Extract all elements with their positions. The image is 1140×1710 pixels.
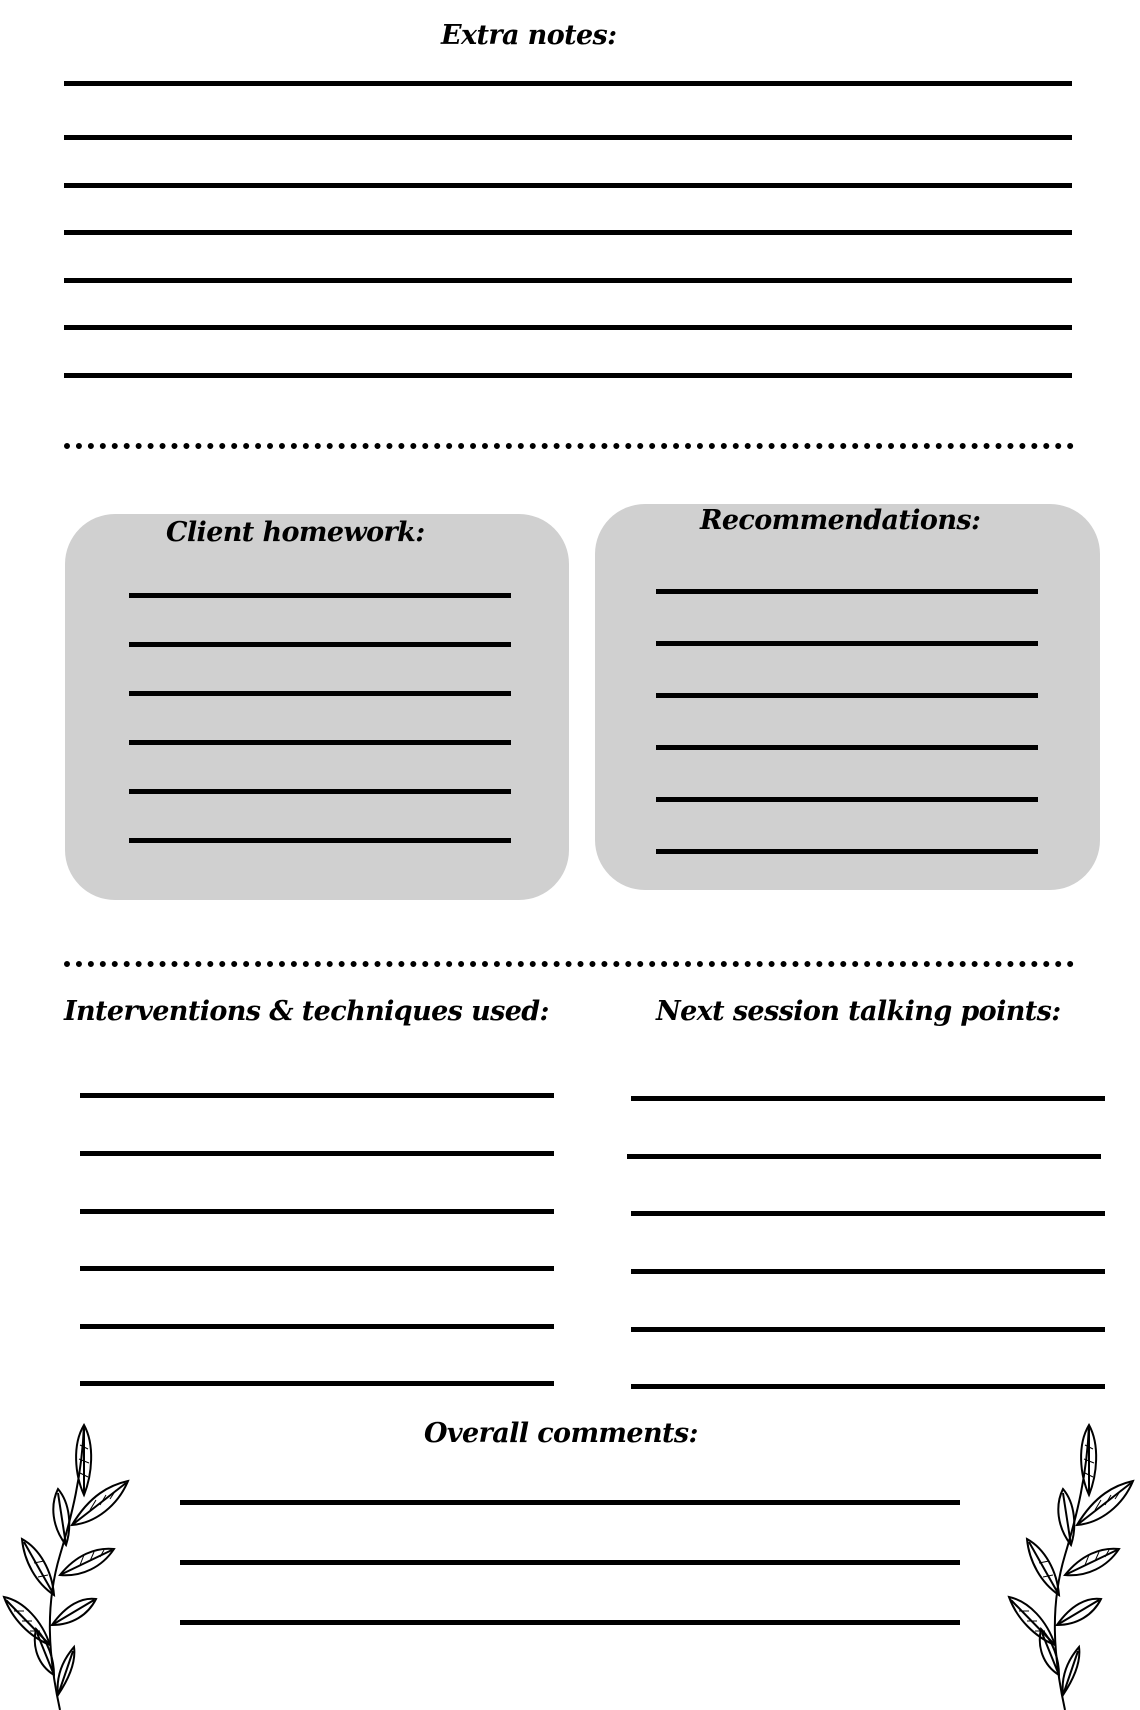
writing-line[interactable] [80,1266,554,1271]
writing-line[interactable] [631,1096,1105,1101]
writing-line[interactable] [129,838,511,843]
writing-line[interactable] [64,135,1072,140]
writing-line[interactable] [631,1327,1105,1332]
writing-line[interactable] [64,183,1072,188]
writing-line[interactable] [80,1324,554,1329]
writing-line[interactable] [180,1620,960,1625]
writing-line[interactable] [180,1500,960,1505]
interventions-heading: Interventions & techniques used: [64,996,549,1027]
writing-line[interactable] [656,693,1038,698]
leaf-sprig-icon [1005,1415,1140,1710]
writing-line[interactable] [80,1093,554,1098]
writing-line[interactable] [129,691,511,696]
writing-line[interactable] [656,641,1038,646]
writing-line[interactable] [656,745,1038,750]
writing-line[interactable] [631,1269,1105,1274]
writing-line[interactable] [64,230,1072,235]
section-divider [64,961,1074,967]
writing-line[interactable] [129,740,511,745]
writing-line[interactable] [80,1151,554,1156]
writing-line[interactable] [129,789,511,794]
writing-line[interactable] [180,1560,960,1565]
recommendations-heading: Recommendations: [700,505,981,536]
next-session-heading: Next session talking points: [656,996,1061,1027]
extra-notes-heading: Extra notes: [441,20,617,51]
writing-line[interactable] [631,1384,1105,1389]
writing-line[interactable] [64,81,1072,86]
writing-line[interactable] [631,1211,1105,1216]
writing-line[interactable] [627,1154,1101,1159]
writing-line[interactable] [129,593,511,598]
writing-line[interactable] [64,373,1072,378]
writing-line[interactable] [64,278,1072,283]
writing-line[interactable] [129,642,511,647]
writing-line[interactable] [80,1381,554,1386]
writing-line[interactable] [64,325,1072,330]
client-homework-heading: Client homework: [166,517,425,548]
leaf-sprig-icon [0,1415,135,1710]
writing-line[interactable] [656,849,1038,854]
writing-line[interactable] [80,1209,554,1214]
writing-line[interactable] [656,589,1038,594]
section-divider [64,443,1074,449]
overall-comments-heading: Overall comments: [424,1418,698,1449]
writing-line[interactable] [656,797,1038,802]
